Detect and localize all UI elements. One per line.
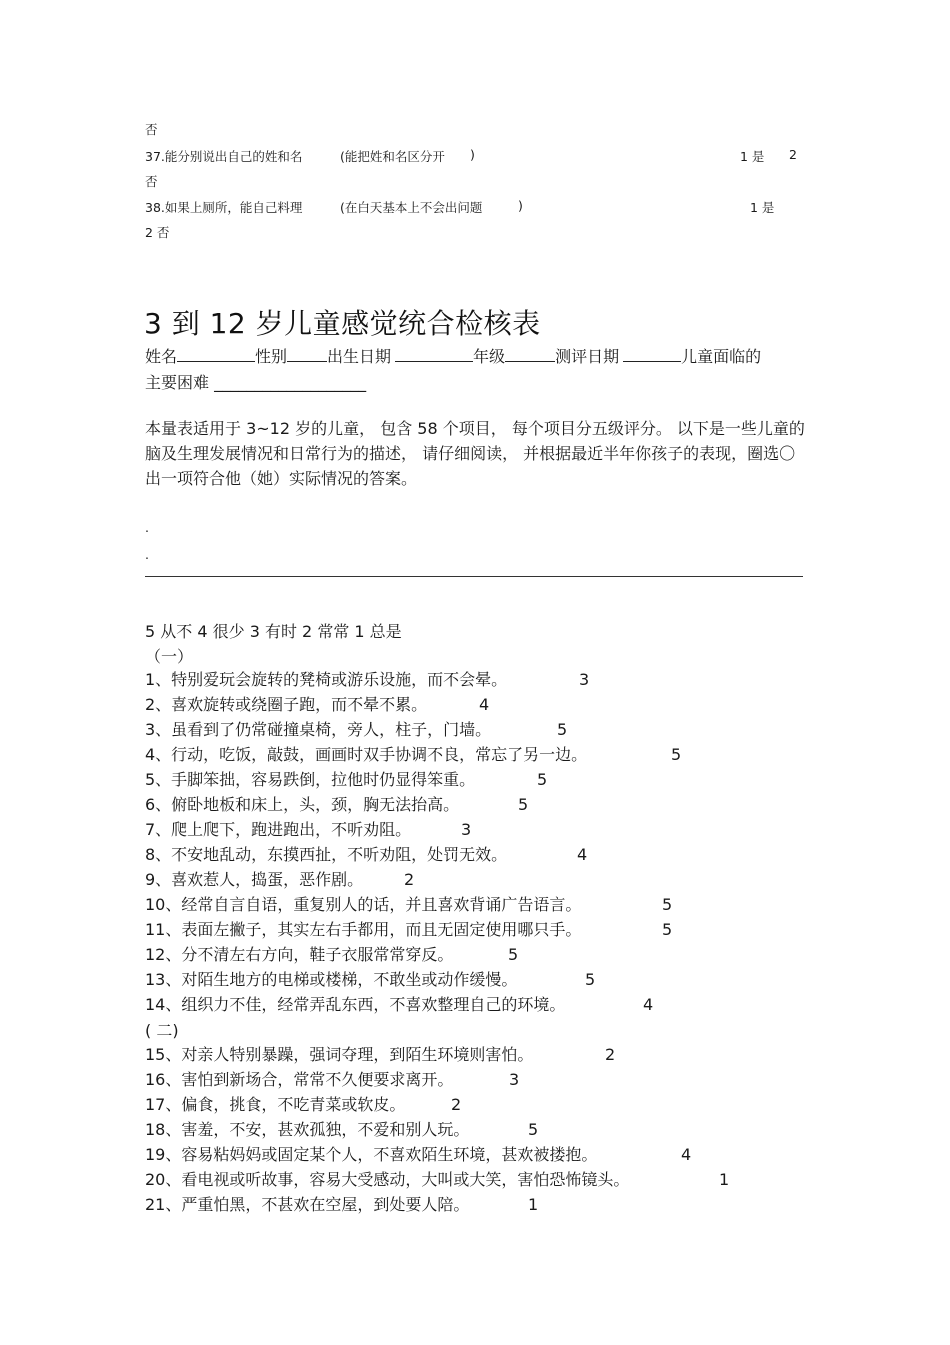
item-score[interactable]: 2 [404,870,415,889]
item-text: 6、俯卧地板和床上，头，颈，胸无法抬高。 [145,795,460,814]
eval-date-field[interactable] [623,347,681,362]
question-38-option-no: 2 否 [145,225,170,240]
item-score[interactable]: 2 [451,1095,462,1114]
checklist-item [145,667,590,692]
item-score[interactable]: 4 [681,1145,692,1164]
item-score[interactable]: 1 [528,1195,539,1214]
item-score[interactable]: 5 [662,920,673,939]
item-score[interactable]: 5 [537,770,548,789]
question-37-text: 37.能分别说出自己的姓和名 [145,149,303,164]
checklist-item [145,717,568,742]
question-38-option-yes: 1 是 [750,200,775,215]
item-score[interactable]: 5 [557,720,568,739]
checklist-item [145,1067,520,1092]
question-38-close: ) [518,198,523,213]
question-37-close: ) [470,147,475,162]
intro-paragraph: 本量表适用于 3~12 岁的儿童， 包含 58 个项目， 每个项目分五级评分。 以下是一些儿童的脑及生理发展情况和日常行为的描述， 请仔细阅读， 并根据最近半年你孩子的表现，圈选〇出一项符合他（她）实际情况的答案。 [145,419,805,488]
page-title: 3 到 12 岁儿童感觉统合检核表 [144,307,541,340]
item-text: 15、对亲人特别暴躁，强词夺理，到陌生环境则害怕。 [145,1045,534,1064]
birth-date-field[interactable] [395,347,473,362]
checklist-item [145,1092,462,1117]
birth-label: 出生日期 [327,347,392,366]
item-score[interactable]: 2 [605,1045,616,1064]
item-score[interactable]: 3 [509,1070,520,1089]
checklist-item [145,817,472,842]
item-text: 19、容易粘妈妈或固定某个人，不喜欢陌生环境，甚欢被搂抱。 [145,1145,598,1164]
item-text: 21、严重怕黑，不甚欢在空屋，到处要人陪。 [145,1195,470,1214]
checklist-item [145,792,529,817]
item-score[interactable]: 5 [508,945,519,964]
item-text: 8、不安地乱动，东摸西扯，不听劝阻，处罚无效。 [145,845,508,864]
item-text: 20、看电视或听故事，容易大受感动，大叫或大笑，害怕恐怖镜头。 [145,1170,630,1189]
item-text: 18、害羞，不安，甚欢孤独，不爱和别人玩。 [145,1120,470,1139]
item-text: 1、特别爱玩会旋转的凳椅或游乐设施，而不会晕。 [145,670,508,689]
question-38-text: 38.如果上厕所，能自己料理 [145,200,303,215]
question-38-note: (在白天基本上不会出问题 [340,200,483,215]
difficulty-label-part2: 主要困难 [145,373,210,392]
checklist-item [145,1192,539,1217]
item-text: 5、手脚笨拙，容易跌倒，拉他时仍显得笨重。 [145,770,476,789]
eval-date-label: 测评日期 [555,347,620,366]
gender-label: 性别 [255,347,288,366]
form-fields-row [145,344,761,367]
dot-2: . [145,547,149,562]
checklist-item [145,942,519,967]
checklist-item [145,842,588,867]
item-score[interactable]: 3 [579,670,590,689]
item-score[interactable]: 1 [719,1170,730,1189]
checklist-item [145,867,415,892]
item-text: 13、对陌生地方的电梯或楼梯，不敢坐或动作缓慢。 [145,970,518,989]
item-text: 16、害怕到新场合，常常不久便要求离开。 [145,1070,454,1089]
checklist-item [145,917,673,942]
q36-tail: 否 [145,122,158,137]
checklist-item [145,992,654,1017]
item-score[interactable]: 5 [528,1120,539,1139]
item-score[interactable]: 5 [585,970,596,989]
item-score[interactable]: 4 [479,695,490,714]
question-37-option-yes: 1 是 [740,149,765,164]
dot-1: . [145,520,149,535]
checklist-item [145,967,596,992]
difficulty-field[interactable]: ___________________ [214,373,367,392]
name-field[interactable] [177,347,255,362]
difficulty-row [145,370,366,393]
item-score[interactable]: 4 [643,995,654,1014]
item-text: 9、喜欢惹人，捣蛋，恶作剧。 [145,870,364,889]
item-text: 17、偏食，挑食，不吃青菜或软皮。 [145,1095,406,1114]
gender-field[interactable] [287,347,327,362]
item-text: 3、虽看到了仍常碰撞桌椅，旁人，柱子，门墙。 [145,720,492,739]
rating-scale-legend: 5 从不 4 很少 3 有时 2 常常 1 总是 [145,622,402,641]
checklist-item [145,742,682,767]
checklist-item [145,1042,616,1067]
item-text: 2、喜欢旋转或绕圈子跑，而不晕不累。 [145,695,428,714]
section-heading-2: ( 二) [145,1021,179,1040]
question-37-note: (能把姓和名区分开 [340,149,445,164]
name-label: 姓名 [145,347,178,366]
item-text: 11、表面左撇子，其实左右手都用，而且无固定使用哪只手。 [145,920,582,939]
item-text: 4、行动，吃饭，敲鼓，画画时双手协调不良，常忘了另一边。 [145,745,588,764]
item-text: 7、爬上爬下，跑进跑出，不听劝阻。 [145,820,412,839]
item-score[interactable]: 4 [577,845,588,864]
checklist-item [145,1167,730,1192]
item-score[interactable]: 5 [671,745,682,764]
section-heading-1: （一） [145,647,194,666]
checklist-item [145,1117,539,1142]
checklist-item [145,892,673,917]
grade-label: 年级 [473,347,506,366]
item-score[interactable]: 3 [461,820,472,839]
question-37-option-no-number: 2 [789,147,797,162]
item-text: 12、分不清左右方向，鞋子衣服常常穿反。 [145,945,454,964]
grade-field[interactable] [505,347,555,362]
divider-line [145,576,803,577]
item-score[interactable]: 5 [662,895,673,914]
item-text: 14、组织力不佳，经常弄乱东西，不喜欢整理自己的环境。 [145,995,566,1014]
checklist-item [145,692,490,717]
question-37-option-no: 否 [145,174,158,189]
checklist-item [145,767,548,792]
item-score[interactable]: 5 [518,795,529,814]
item-text: 10、经常自言自语，重复别人的话，并且喜欢背诵广告语言。 [145,895,582,914]
checklist-item [145,1142,692,1167]
difficulty-label-part1: 儿童面临的 [681,347,762,366]
